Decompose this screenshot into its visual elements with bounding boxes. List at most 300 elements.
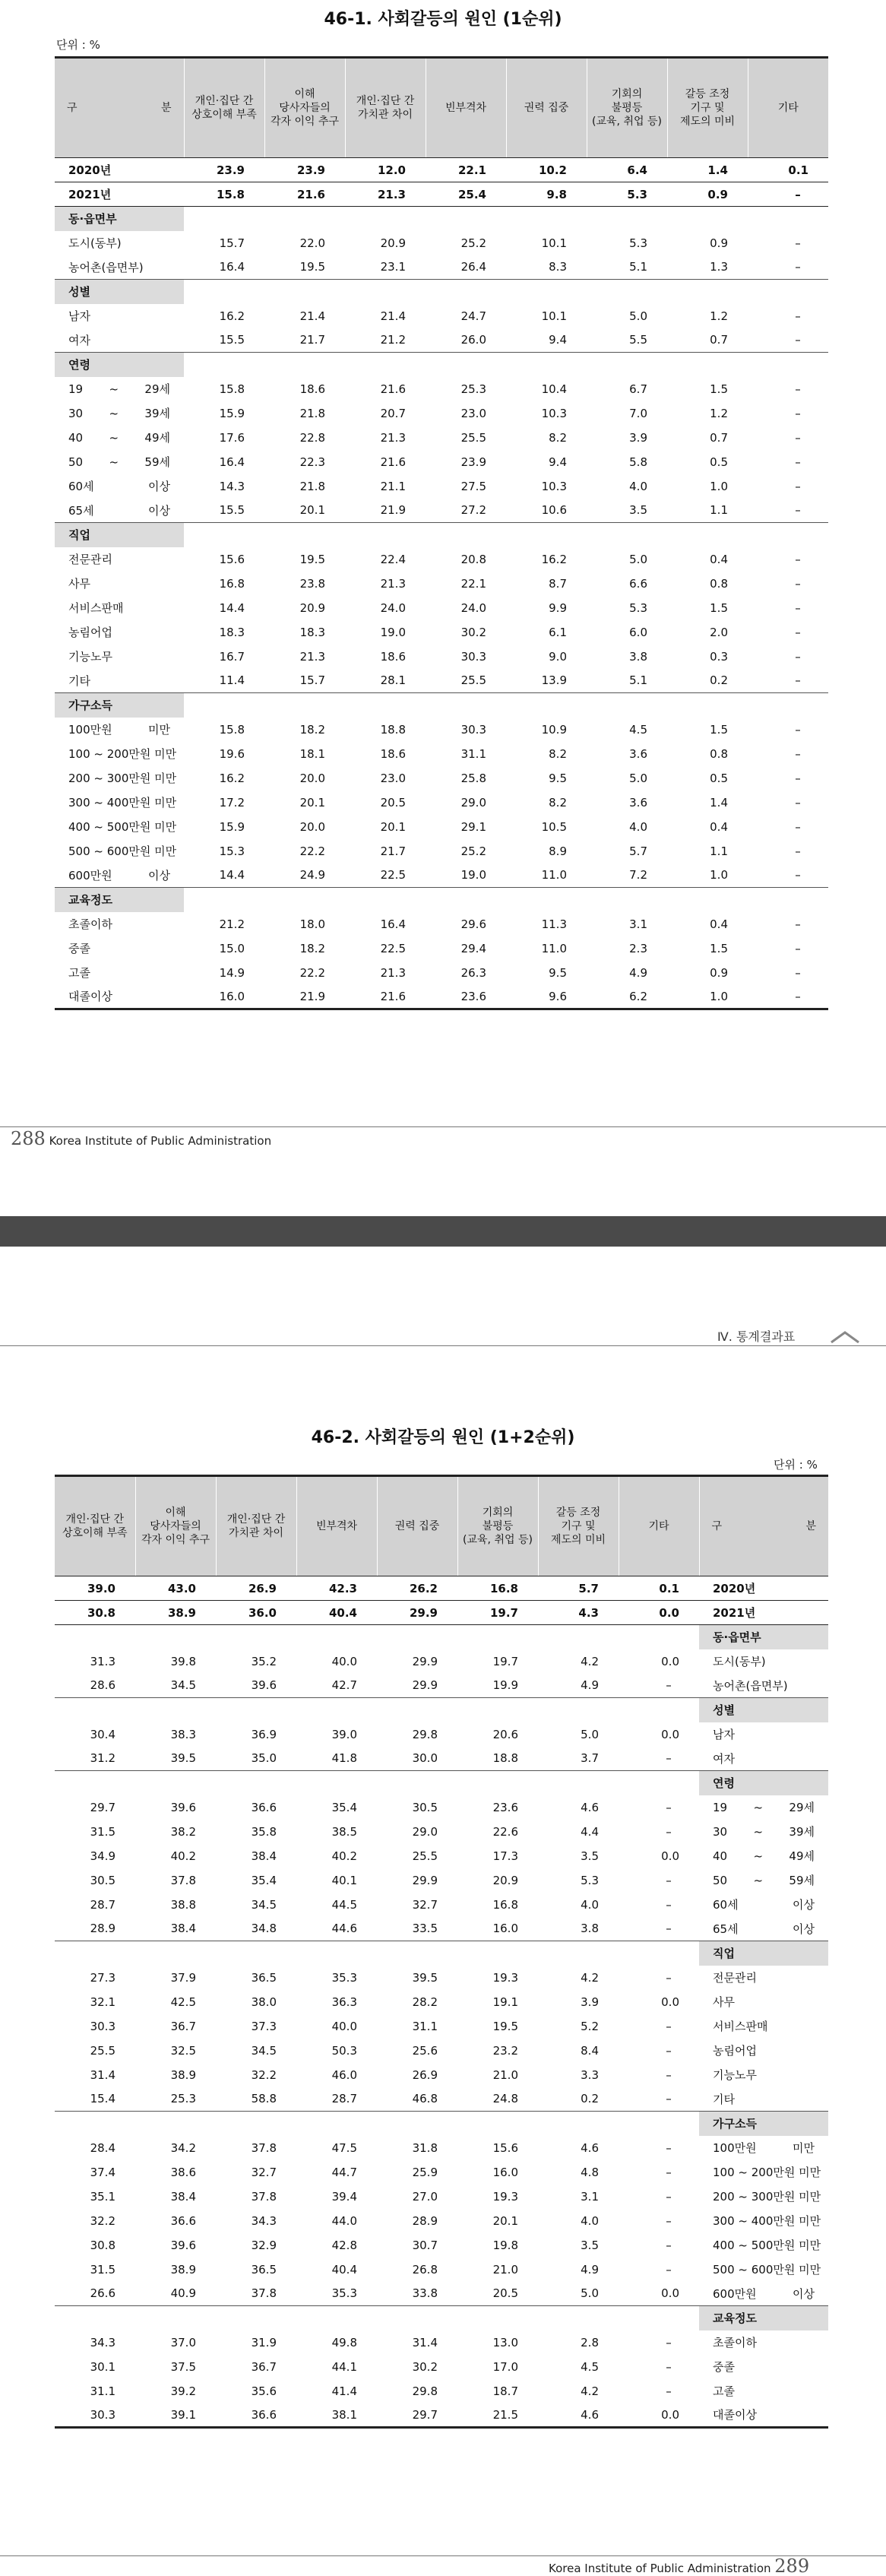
cell-value: 20.1 [380,819,406,834]
cell-value: 38.4 [251,1849,277,1863]
cell-value: 40.2 [331,1849,357,1863]
cell-value: 44.5 [331,1897,357,1912]
cell-value: 6.0 [629,625,647,639]
column-header-line: (교육, 취업 등) [592,116,662,128]
cell-value: – [795,503,801,518]
cell-value: 16.2 [219,771,245,785]
empty-cell [184,888,264,912]
cell-value: 16.7 [219,649,245,664]
empty-cell [748,280,828,304]
cell-value: 4.9 [581,1678,599,1693]
cell-value: 2.3 [629,941,647,955]
row-label: 도시(동부) [68,236,122,250]
cell-value: 23.8 [299,576,325,591]
cell-value: 38.9 [170,2262,196,2277]
column-header-line: 가치관 차이 [228,1527,284,1539]
row-label: 300 ~ 400만원 미만 [68,796,177,810]
cell-value: 35.4 [251,1873,277,1887]
cell-value: 29.9 [377,1601,457,1625]
cell-value: 20.9 [299,600,325,615]
table-title: 46-1. 사회갈등의 원인 (1순위) [324,10,562,29]
group-label: 동·읍면부 [699,1625,828,1649]
cell-value: – [795,771,801,785]
empty-cell [296,2112,377,2136]
cell-value: 15.9 [219,406,245,420]
group-label: 연령 [55,353,184,377]
column-header [587,58,667,158]
total-row [55,158,828,182]
cell-value: 32.5 [170,2043,196,2058]
cell-value: 25.2 [460,844,486,858]
cell-value: 4.6 [581,2140,599,2155]
cell-value: 18.6 [299,382,325,396]
cell-value: 9.9 [549,600,567,615]
cell-value: 34.3 [90,2335,115,2349]
empty-cell [55,2306,135,2330]
cell-value: 19.9 [492,1678,518,1693]
empty-cell [587,353,667,377]
cell-value: 29.6 [460,917,486,931]
group-header-row [55,207,828,231]
column-header [135,1476,216,1576]
cell-value: 30.8 [55,1601,135,1625]
row-label: 50 ~ 59세 [713,1874,815,1887]
cell-value: 39.6 [170,2238,196,2252]
row-label: 400 ~ 500만원 미만 [713,2239,821,2252]
empty-cell [216,1771,296,1795]
cell-value: 33.8 [412,2286,438,2301]
column-header [377,1476,457,1576]
cell-value: 36.0 [216,1601,296,1625]
cell-value: 18.1 [299,746,325,761]
cell-value: 14.9 [219,965,245,980]
cell-value: 11.3 [541,917,567,931]
cell-value: 0.4 [710,552,728,566]
empty-cell [538,1771,619,1795]
cell-value: – [795,333,801,347]
empty-cell [538,1698,619,1722]
row-label: 고졸 [68,966,90,980]
group-header-row [55,280,828,304]
table-row [55,912,828,936]
cell-value: 5.0 [629,309,647,323]
cell-value: – [795,795,801,810]
cell-value: 35.4 [331,1800,357,1814]
table-row [55,231,828,255]
footer-text: Korea Institute of Public Administration [49,1134,272,1148]
cell-value: 15.7 [299,673,325,688]
cell-value: 30.3 [55,2403,135,2428]
empty-cell [135,1941,216,1966]
row-label: 대졸이상 [699,2403,828,2428]
cell-value: 35.0 [251,1751,277,1766]
cell-value: 4.0 [581,1897,599,1912]
cell-value: – [666,1970,672,1985]
cell-value: 32.9 [251,2238,277,2252]
cell-value: 0.7 [710,333,728,347]
column-header [296,1476,377,1576]
cell-value: 6.6 [629,576,647,591]
cell-value: 3.5 [581,2238,599,2252]
cell-value: 9.0 [549,649,567,664]
empty-cell [667,523,748,547]
cell-value: 31.5 [90,1824,115,1839]
group-label: 가구소득 [55,693,184,718]
column-header-line: 이해 [294,88,315,100]
cell-value: 11.0 [541,868,567,882]
column-header-line: 당사자들의 [150,1520,201,1532]
cell-value: 31.1 [460,746,486,761]
cell-value: 27.0 [412,2189,438,2204]
cell-value: 18.3 [219,625,245,639]
row-label: 사무 [68,577,90,591]
empty-cell [587,888,667,912]
total-row [55,182,828,207]
column-header-line: 갈등 조정 [685,88,730,100]
cell-value: 1.5 [710,382,728,396]
cell-value: – [748,985,828,1009]
cell-value: 21.3 [380,576,406,591]
cell-value: 18.0 [299,917,325,931]
cell-value: 37.8 [170,1873,196,1887]
cell-value: 25.5 [90,2043,115,2058]
column-header-line: 기회의 [611,88,643,100]
row-label: 100만원 미만 [713,2141,815,2155]
group-header-row [55,353,828,377]
cell-value: 30.0 [412,1751,438,1766]
cell-value: 30.3 [460,649,486,664]
row-label: 19 ~ 29세 [713,1801,815,1814]
empty-cell [216,1698,296,1722]
cell-value: 10.1 [541,309,567,323]
cell-value: 5.7 [538,1576,619,1601]
empty-cell [216,2112,296,2136]
cell-value: 37.5 [170,2359,196,2374]
empty-cell [135,1771,216,1795]
table-row [55,2160,828,2185]
cell-value: 34.2 [170,2140,196,2155]
cell-value: 0.9 [710,965,728,980]
empty-cell [538,2112,619,2136]
cell-value: 38.5 [331,1824,357,1839]
cell-value: 21.5 [457,2403,538,2428]
cell-value: – [666,1678,672,1693]
table-row [55,2379,828,2403]
column-header-line: 상호이해 부족 [62,1527,128,1539]
group-header-row [55,1625,828,1649]
cell-value: 31.2 [90,1751,115,1766]
cell-value: 58.8 [251,2092,277,2106]
cell-value: 20.5 [492,2286,518,2301]
cell-value: – [666,2335,672,2349]
cell-value: 23.9 [184,158,264,182]
empty-cell [184,353,264,377]
cell-value: 31.1 [90,2384,115,2398]
cell-value: – [795,236,801,250]
cell-value: 15.6 [492,2140,518,2155]
cell-value: 16.8 [219,576,245,591]
cell-value: 3.1 [629,917,647,931]
cell-value: 20.8 [460,552,486,566]
column-header [667,58,748,158]
cell-value: 1.4 [710,795,728,810]
cell-value: 19.0 [380,625,406,639]
cell-value: 18.2 [299,722,325,737]
empty-cell [377,2112,457,2136]
row-label: 2020년 [699,1576,828,1601]
cell-value: – [795,941,801,955]
column-header [184,58,264,158]
cell-value: 11.4 [219,673,245,688]
empty-cell [345,280,426,304]
cell-value: 16.0 [184,985,264,1009]
empty-cell [377,1941,457,1966]
cell-value: 29.4 [460,941,486,955]
cell-value: 22.2 [299,965,325,980]
column-header-line: 기타 [777,102,799,114]
cell-value: 1.0 [710,868,728,882]
cell-value: 0.2 [581,2092,599,2106]
cell-value: 21.2 [219,917,245,931]
empty-cell [426,280,506,304]
empty-cell [506,888,587,912]
row-label: 65세 이상 [713,1922,815,1936]
cell-value: 18.8 [380,722,406,737]
section-header: Ⅳ. 통계결과표 [717,1329,796,1344]
table-row [55,2282,828,2306]
empty-cell [55,2112,135,2136]
header-category-left: 구 [711,1520,723,1532]
empty-cell [345,353,426,377]
cell-value: 4.9 [581,2262,599,2277]
page-separator [0,1216,886,1247]
column-header [538,1476,619,1576]
cell-value: 28.4 [90,2140,115,2155]
empty-cell [457,1771,538,1795]
cell-value: 0.0 [661,1654,679,1668]
row-label: 2021년 [55,182,184,207]
cell-value: 22.3 [299,455,325,469]
table-row [55,1649,828,1674]
column-header-line: (교육, 취업 등) [463,1534,533,1546]
cell-value: 23.2 [492,2043,518,2058]
header-category-right: 분 [160,102,172,114]
cell-value: 18.2 [299,941,325,955]
empty-cell [506,523,587,547]
cell-value: 31.3 [90,1654,115,1668]
cell-value: 4.5 [629,722,647,737]
cell-value: 28.9 [90,1922,115,1936]
cell-value: 22.0 [299,236,325,250]
empty-cell [748,888,828,912]
cell-value: 19.3 [492,1970,518,1985]
row-label: 200 ~ 300만원 미만 [68,772,177,785]
cell-value: 15.7 [219,236,245,250]
row-label: 500 ~ 600만원 미만 [713,2263,821,2277]
row-label: 농림어업 [68,626,112,639]
row-label: 100만원 미만 [68,723,170,737]
cell-value: 3.8 [629,649,647,664]
row-label: 전문관리 [68,553,112,566]
cell-value: 19.8 [492,2238,518,2252]
empty-cell [748,207,828,231]
column-header [457,1476,538,1576]
page-footer [549,2555,809,2576]
page-footer [11,1128,271,1149]
empty-cell [135,1625,216,1649]
cell-value: 0.7 [710,430,728,445]
cell-value: 13.0 [492,2335,518,2349]
cell-value: 29.1 [460,819,486,834]
cell-value: 32.7 [412,1897,438,1912]
cell-value: 0.0 [661,2286,679,2301]
cell-value: – [666,2189,672,2204]
cell-value: 35.8 [251,1824,277,1839]
row-label: 기능노무 [68,650,112,664]
cell-value: 1.0 [667,985,748,1009]
cell-value: 21.0 [492,2262,518,2277]
empty-cell [457,1625,538,1649]
empty-cell [216,1941,296,1966]
group-label: 교육정도 [55,888,184,912]
column-header-line: 권력 집중 [524,102,569,114]
row-label: 기능노무 [713,2068,757,2082]
cell-value: – [666,2140,672,2155]
cell-value: 20.9 [380,236,406,250]
cell-value: – [666,2165,672,2179]
empty-cell [296,1771,377,1795]
empty-cell [426,207,506,231]
table-row [55,401,828,426]
cell-value: 29.9 [412,1678,438,1693]
cell-value: 34.8 [251,1922,277,1936]
cell-value: – [795,260,801,274]
cell-value: 29.9 [412,1873,438,1887]
cell-value: 21.4 [380,309,406,323]
cell-value: 10.1 [541,236,567,250]
cell-value: 20.0 [299,771,325,785]
cell-value: 21.3 [345,182,426,207]
cell-value: 4.9 [629,965,647,980]
cell-value: 36.5 [251,1970,277,1985]
cell-value: 46.0 [331,2067,357,2082]
cell-value: 36.6 [216,2403,296,2428]
cell-value: 16.4 [219,455,245,469]
cell-value: 16.2 [219,309,245,323]
row-label: 300 ~ 400만원 미만 [713,2214,821,2228]
row-label: 남자 [68,309,90,323]
cell-value: 37.9 [170,1970,196,1985]
table-row [55,1868,828,1893]
cell-value: 29.0 [460,795,486,810]
empty-cell [506,280,587,304]
cell-value: 20.6 [492,1727,518,1741]
cell-value: 34.5 [251,2043,277,2058]
cell-value: 44.6 [331,1922,357,1936]
cell-value: 25.4 [426,182,506,207]
cell-value: 35.3 [331,2286,357,2301]
cell-value: 15.8 [219,382,245,396]
cell-value: 21.7 [299,333,325,347]
cell-value: 21.3 [299,649,325,664]
empty-cell [216,2306,296,2330]
column-header-line: 빈부격차 [445,102,487,114]
row-label: 서비스판매 [713,2020,768,2033]
row-label: 기타 [713,2092,735,2106]
cell-value: 47.5 [331,2140,357,2155]
cell-value: 28.9 [412,2213,438,2228]
cell-value: 17.3 [492,1849,518,1863]
column-header-line: 이해 [165,1507,186,1519]
cell-value: 21.6 [380,382,406,396]
group-header-row [55,523,828,547]
cell-value: 20.0 [299,819,325,834]
cell-value: 23.6 [492,1800,518,1814]
table-row [55,2063,828,2087]
cell-value: 8.4 [581,2043,599,2058]
empty-cell [345,693,426,718]
cell-value: 8.9 [549,844,567,858]
cell-value: 30.3 [90,2019,115,2033]
cell-value: – [666,1873,672,1887]
cell-value: 16.8 [457,1576,538,1601]
empty-cell [264,280,345,304]
row-label: 60세 이상 [68,480,170,493]
empty-cell [296,2306,377,2330]
group-label: 성별 [55,280,184,304]
empty-cell [296,1698,377,1722]
table-row [55,474,828,499]
cell-value: 42.7 [331,1678,357,1693]
cell-value: 37.3 [251,2019,277,2033]
cell-value: – [666,2067,672,2082]
cell-value: 38.6 [170,2165,196,2179]
group-header-row [55,1698,828,1722]
cell-value: 37.0 [170,2335,196,2349]
cell-value: 22.1 [460,576,486,591]
cell-value: 24.8 [492,2092,518,2106]
cell-value: 27.3 [90,1970,115,1985]
group-label: 연령 [699,1771,828,1795]
cell-value: 5.3 [629,600,647,615]
row-label: 농어촌(읍면부) [713,1678,788,1693]
cell-value: – [666,1824,672,1839]
cell-value: 30.7 [412,2238,438,2252]
table-row [55,1917,828,1941]
cell-value: 25.5 [460,430,486,445]
empty-cell [587,523,667,547]
cell-value: 39.6 [170,1800,196,1814]
cell-value: 22.4 [380,552,406,566]
cell-value: 39.2 [170,2384,196,2398]
row-label: 사무 [713,1995,735,2009]
empty-cell [55,1771,135,1795]
cell-value: 21.7 [380,844,406,858]
cell-value: 4.6 [538,2403,619,2428]
cell-value: 50.3 [331,2043,357,2058]
cell-value: 21.4 [299,309,325,323]
cell-value: – [666,2092,672,2106]
header-category [699,1476,828,1576]
cell-value: 8.3 [549,260,567,274]
empty-cell [426,888,506,912]
group-header-row [55,888,828,912]
cell-value: 2.0 [710,625,728,639]
cell-value: – [795,406,801,420]
cell-value: 22.6 [492,1824,518,1839]
empty-cell [667,888,748,912]
cell-value: 23.9 [460,455,486,469]
